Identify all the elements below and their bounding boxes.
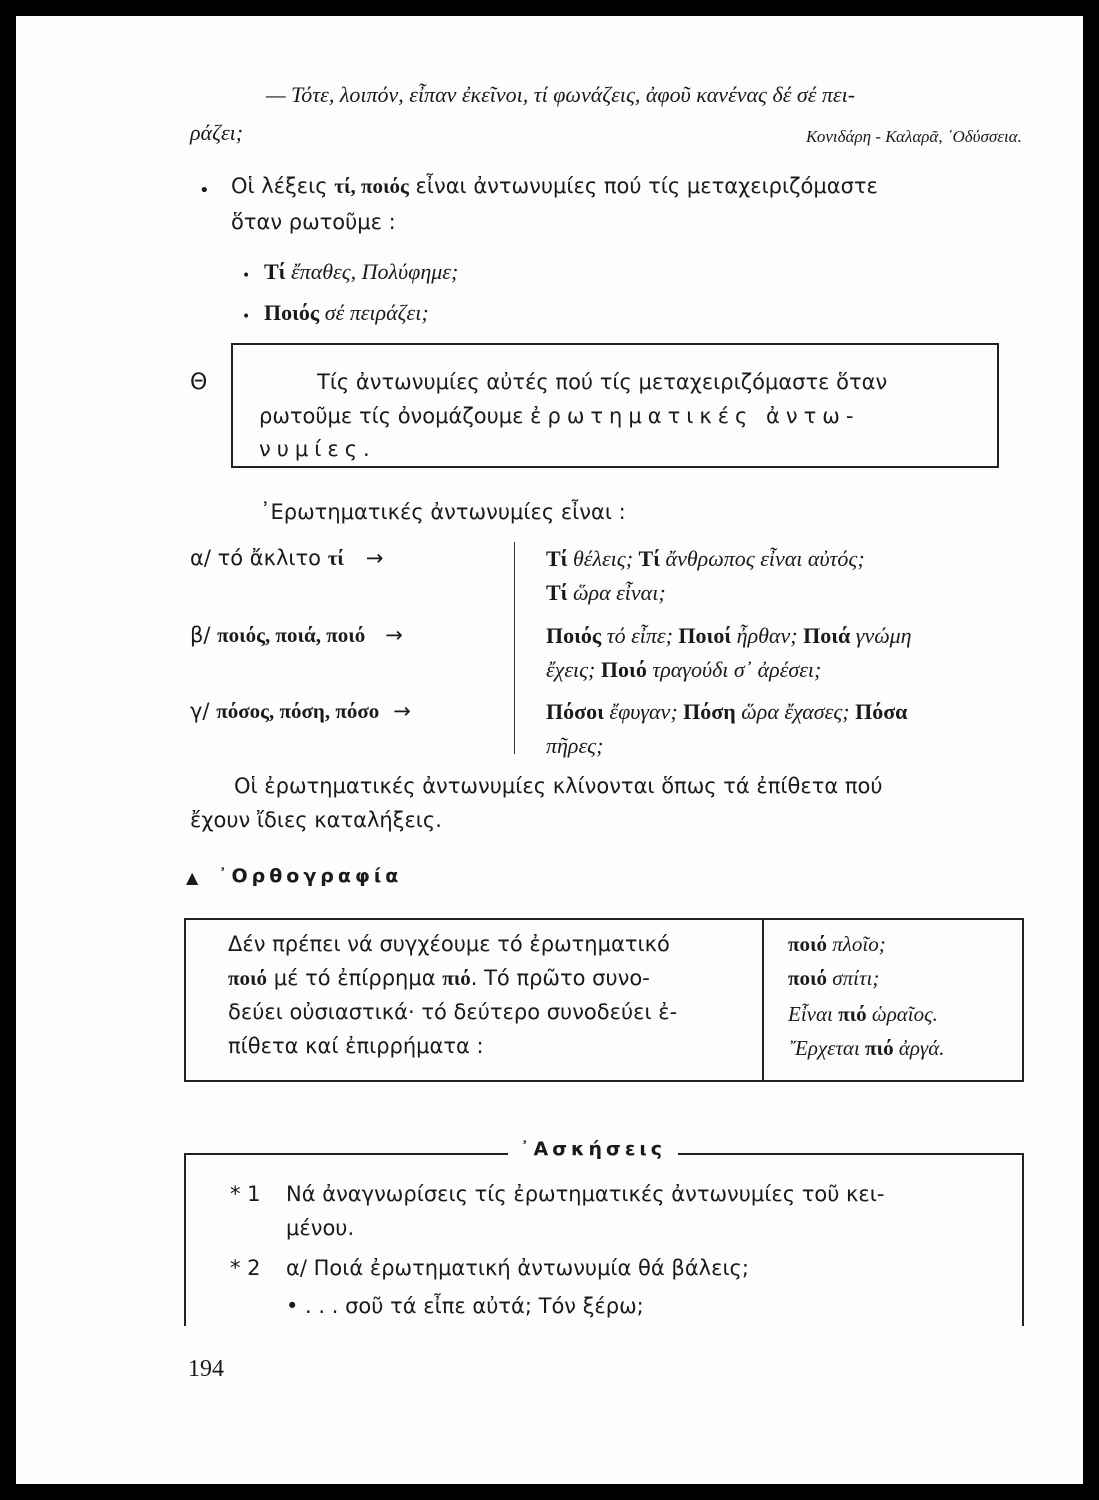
example-bold: Τί (546, 546, 568, 571)
example-bold: πιό (838, 1002, 867, 1026)
rule-box (231, 343, 999, 468)
example-bold: ποιό (788, 966, 828, 990)
example-italic: ἦρθαν; (731, 623, 804, 648)
bullet-icon: • (242, 268, 251, 284)
example-italic: ὡραῖος. (866, 1002, 938, 1026)
ortho-example-3 (788, 1002, 938, 1027)
example-1 (264, 259, 458, 285)
arrow-icon: → (393, 699, 411, 723)
orthography-divider (762, 920, 764, 1080)
example-bold: Ποιό (600, 657, 647, 682)
example-bold: Πόσα (855, 699, 908, 724)
ortho-text-2 (228, 966, 650, 991)
example-bold: Ποιά (803, 623, 851, 648)
bullet-icon: • (242, 309, 251, 325)
ortho-example-2 (788, 966, 879, 991)
rule-line-1: Τίς ἀντωνυμίες αὐτές πού τίς μεταχειριζόμαστε ὅταν (317, 370, 888, 394)
pronoun-a-example-1 (546, 546, 865, 572)
example-italic: ἄνθρωπος εἶναι αὐτός; (660, 546, 865, 571)
quote-line-2: ράζει; (190, 120, 244, 145)
example-bold: Τί (264, 259, 286, 284)
example-italic: ῎Ερχεται (788, 1036, 866, 1060)
pronoun-c (190, 699, 411, 724)
exercise-1-line-2: μένου. (286, 1216, 355, 1240)
rule-line-3: νυμίες. (259, 437, 376, 461)
pronoun-word: ποιός, ποιά, ποιό (217, 623, 366, 647)
example-italic: Εἶναι (788, 1002, 839, 1026)
ortho-example-4 (788, 1036, 944, 1061)
exercise-2-line-1: α/ Ποιά ἐρωτηματική ἀντωνυμία θά βάλεις; (286, 1256, 749, 1280)
arrow-icon: → (385, 623, 403, 647)
example-italic: ἔχεις; (546, 657, 601, 682)
orthography-box (184, 918, 1024, 1082)
list-intro: ᾿Ερωτηματικές ἀντωνυμίες εἶναι : (260, 500, 626, 524)
rule-text: ρωτοῦμε τίς ὀνομάζουμε (259, 404, 531, 428)
rule-emphasis: ἐρωτηματικές ἀντω- (530, 404, 860, 428)
pronoun-label: β/ (190, 623, 218, 647)
declension-line-1: Οἱ ἐρωτηματικές ἀντωνυμίες κλίνονται ὅπως τά ἐπίθετα πού (234, 774, 883, 798)
ortho-text-4: πίθετα καί ἐπιρρήματα : (228, 1034, 484, 1058)
pronoun-c-example-2: πῆρες; (546, 733, 604, 758)
example-bold: Τί (546, 580, 568, 605)
ortho-text: μέ τό ἐπίρρημα (267, 966, 443, 990)
pronoun-b-example-2 (546, 657, 821, 683)
example-italic: ἔπαθες, Πολύφημε; (285, 259, 459, 284)
example-italic: γνώμη (850, 623, 912, 648)
exercise-2-number: * 2 (230, 1256, 261, 1280)
ortho-bold: ποιό (228, 966, 268, 990)
exercises-left-rule (184, 1153, 186, 1326)
example-bold: Ποιός (546, 623, 602, 648)
exercise-2-line-2: • . . . σοῦ τά εἶπε αὐτά; Τόν ξέρω; (286, 1294, 644, 1318)
example-italic: σέ πειράζει; (319, 300, 429, 325)
example-italic: θέλεις; (567, 546, 639, 571)
intro-line-1 (231, 174, 878, 199)
pronoun-a-example-2 (546, 580, 666, 606)
intro-text: Οἱ λέξεις (231, 174, 335, 198)
pronoun-a (190, 546, 384, 571)
pronoun-word: πόσος, πόση, πόσο (216, 699, 380, 723)
ortho-text-1: Δέν πρέπει νά συγχέουμε τό ἐρωτηματικό (228, 932, 670, 956)
exercises-right-rule (1022, 1153, 1024, 1326)
example-italic: πλοῖο; (827, 932, 886, 956)
rule-line-2 (259, 404, 859, 428)
intro-bold: τί, ποιός (334, 174, 409, 198)
pronoun-b (190, 623, 403, 648)
intro-text-end: εἶναι ἀντωνυμίες πού τίς μεταχειριζόμαστε (408, 174, 878, 198)
example-italic: ἀργά. (893, 1036, 945, 1060)
quote-line-1: — Τότε, λοιπόν, εἶπαν ἐκεῖνοι, τί φωνάζεις, ἀφοῦ κανένας δέ σέ πει- (266, 82, 856, 107)
intro-line-2: ὅταν ρωτοῦμε : (231, 210, 396, 234)
triangle-icon: ▲ (186, 868, 199, 887)
arrow-icon: → (365, 546, 384, 570)
example-bold: Ποιός (264, 300, 320, 325)
example-bold: πιό (865, 1036, 894, 1060)
pronoun-b-example-1 (546, 623, 912, 649)
example-bold: Πόση (683, 699, 736, 724)
pronoun-label: α/ τό ἄκλιτο (190, 546, 328, 570)
quote-source: Κονιδάρη - Καλαρᾶ, ᾿Οδύσσεια. (806, 127, 1022, 146)
example-italic: τραγούδι σ᾿ ἀρέσει; (646, 657, 822, 682)
example-bold: ποιό (788, 932, 828, 956)
example-italic: σπίτι; (827, 966, 880, 990)
example-italic: τό εἶπε; (601, 623, 679, 648)
example-2 (264, 300, 429, 326)
example-bold: Τί (638, 546, 661, 571)
example-bold: Πόσοι (546, 699, 604, 724)
example-italic: ὥρα ἔχασες; (735, 699, 856, 724)
page-number: 194 (188, 1356, 224, 1382)
pronoun-label: γ/ (190, 699, 217, 723)
book-page (16, 16, 1083, 1484)
pronoun-word: τί (327, 546, 344, 570)
exercise-1-number: * 1 (230, 1182, 261, 1206)
exercise-1-line-1: Νά ἀναγνωρίσεις τίς ἐρωτηματικές ἀντωνυμίες τοῦ κει- (286, 1182, 885, 1206)
bullet-icon: • (199, 180, 210, 201)
pronoun-c-example-1 (546, 699, 907, 725)
declension-line-2: ἔχουν ἴδιες καταλήξεις. (190, 808, 442, 832)
exercises-title: ᾿Ασκήσεις (508, 1138, 678, 1160)
example-italic: ἔφυγαν; (603, 699, 684, 724)
example-bold: Ποιοί (678, 623, 732, 648)
example-italic: ὥρα εἶναι; (567, 580, 666, 605)
orthography-title: ᾿Ορθογραφία (218, 865, 403, 887)
theta-symbol: Θ (190, 370, 208, 395)
ortho-bold: πιό (442, 966, 471, 990)
ortho-text: . Τό πρῶτο συνο- (470, 966, 650, 990)
ortho-example-1 (788, 932, 886, 957)
ortho-text-3: δεύει οὐσιαστικά· τό δεύτερο συνοδεύει ἐ- (228, 1000, 678, 1024)
column-divider (514, 542, 515, 754)
